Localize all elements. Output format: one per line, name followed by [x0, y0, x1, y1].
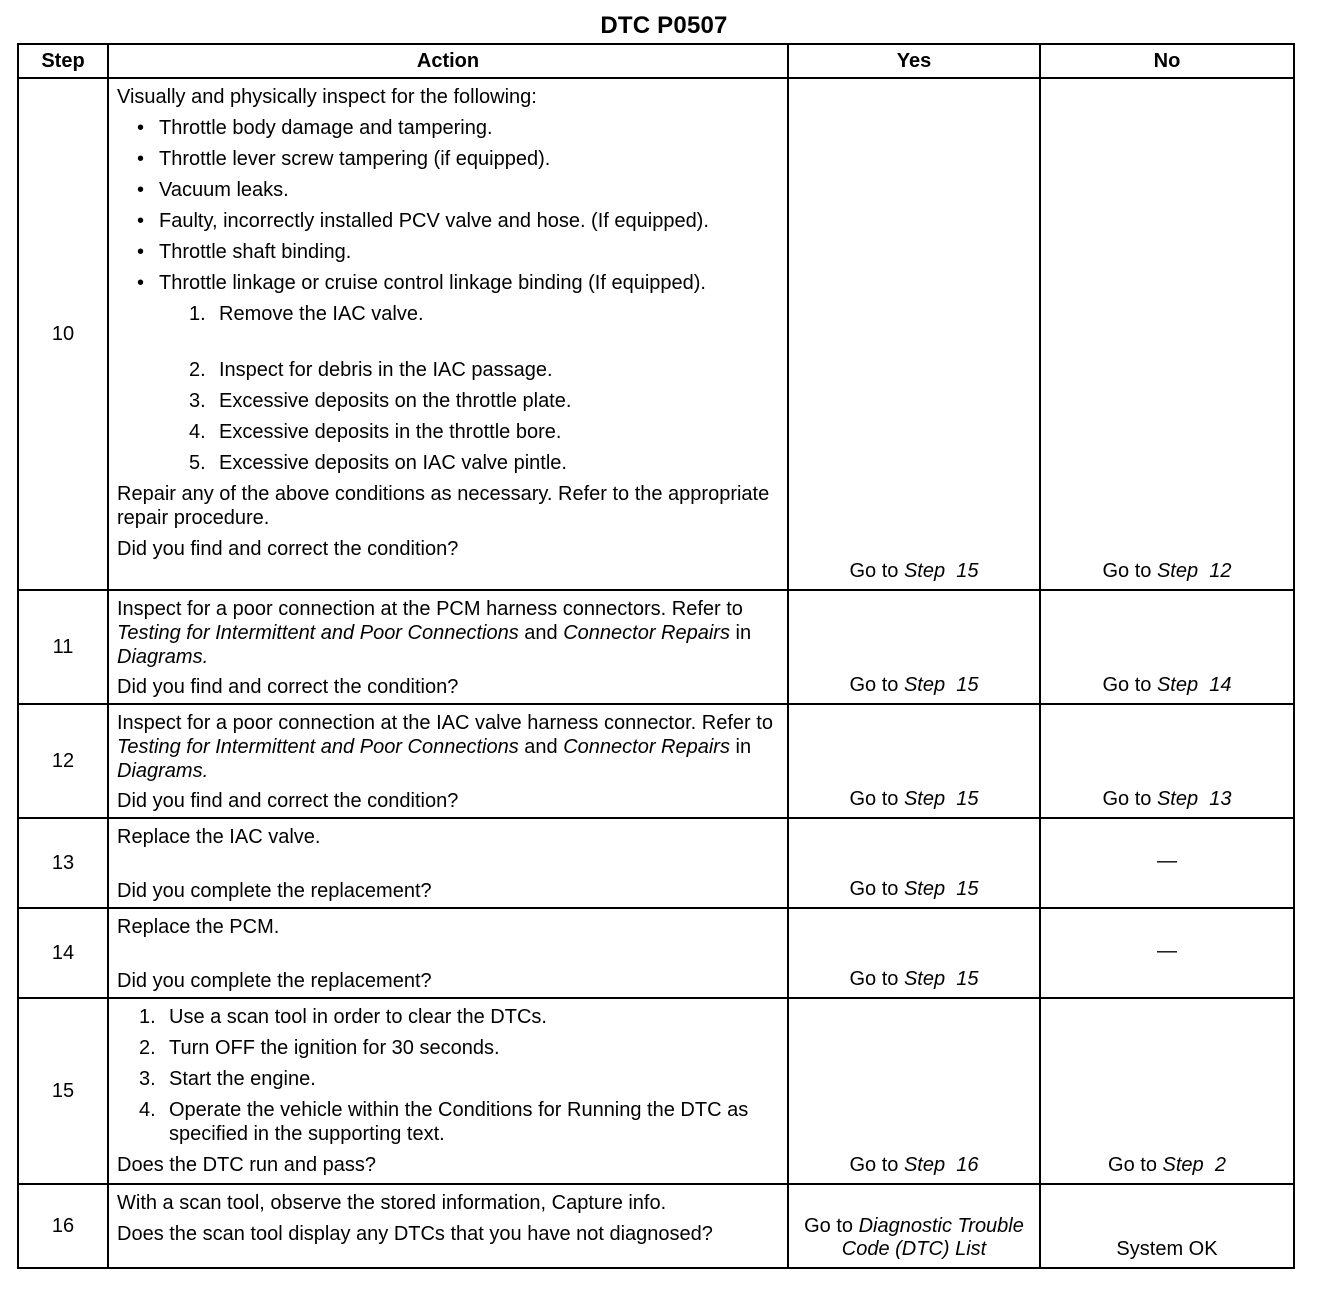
- dtc-table: [17, 43, 1295, 1269]
- yes-cell: Go to Step 15: [788, 590, 1040, 704]
- list-item: • Throttle linkage or cruise control linkage binding (If equipped).: [137, 272, 706, 294]
- yes-cell: Go to Step 16: [788, 998, 1040, 1184]
- list-item: 3. Start the engine.: [139, 1068, 316, 1090]
- question: Did you find and correct the condition?: [117, 676, 459, 698]
- list-item: 1. Remove the IAC valve.: [189, 303, 424, 325]
- list-item: 3. Excessive deposits on the throttle plate.: [189, 390, 572, 412]
- list-item: • Throttle lever screw tampering (if equipped).: [137, 148, 551, 170]
- no-cell: Go to Step 14: [1040, 590, 1294, 704]
- no-cell: Go to Step 2: [1040, 998, 1294, 1184]
- table-row: [18, 78, 1294, 590]
- table-row: [18, 998, 1294, 1184]
- step-number: 11: [18, 590, 108, 704]
- table-row: [18, 818, 1294, 908]
- question: Did you complete the replacement?: [117, 880, 432, 902]
- list-item: • Throttle shaft binding.: [137, 241, 352, 263]
- step-number: 15: [18, 998, 108, 1184]
- numbered-list: [117, 1005, 781, 1146]
- action-text: Replace the IAC valve.: [117, 826, 321, 848]
- table-row: [18, 704, 1294, 818]
- list-item: • Faulty, incorrectly installed PCV valve and hose. (If equipped).: [137, 210, 709, 232]
- no-cell: System OK: [1040, 1184, 1294, 1268]
- action-text: With a scan tool, observe the stored information, Capture info.: [117, 1192, 667, 1214]
- action-cell: [108, 1184, 788, 1268]
- list-item: 4. Operate the vehicle within the Conditions for Running the DTC as specified in the supporting text.: [139, 1099, 749, 1145]
- action-cell: [108, 704, 788, 818]
- list-item: • Throttle body damage and tampering.: [137, 117, 493, 139]
- step-number: 10: [18, 78, 108, 590]
- no-cell: —: [1040, 908, 1294, 998]
- yes-cell: Go to Step 15: [788, 704, 1040, 818]
- list-item: 2. Inspect for debris in the IAC passage.: [189, 359, 553, 381]
- action-text: Inspect for a poor connection at the PCM harness connectors. Refer to Testing for Intermittent and Poor Connections and Connector Repairs in Diagrams.: [117, 598, 752, 668]
- header-row: [18, 44, 1294, 78]
- action-cell: [108, 998, 788, 1184]
- question: Did you complete the replacement?: [117, 970, 432, 992]
- repair-note: Repair any of the above conditions as necessary. Refer to the appropriate repair procedure.: [117, 483, 770, 529]
- yes-cell: Go to Step 15: [788, 818, 1040, 908]
- table-row: [18, 908, 1294, 998]
- header-yes: Yes: [788, 44, 1040, 78]
- step-number: 14: [18, 908, 108, 998]
- page-title: DTC P0507: [600, 12, 728, 39]
- step-number: 12: [18, 704, 108, 818]
- list-item: • Vacuum leaks.: [137, 179, 289, 201]
- list-item: 1. Use a scan tool in order to clear the DTCs.: [139, 1006, 547, 1028]
- yes-cell: Go to Step 15: [788, 78, 1040, 590]
- yes-cell: Go to Diagnostic Trouble Code (DTC) List: [788, 1184, 1040, 1268]
- no-cell: Go to Step 12: [1040, 78, 1294, 590]
- action-text: Replace the PCM.: [117, 916, 280, 938]
- action-cell: [108, 818, 788, 908]
- list-item: 2. Turn OFF the ignition for 30 seconds.: [139, 1037, 500, 1059]
- step-number: 16: [18, 1184, 108, 1268]
- question: Did you find and correct the condition?: [117, 538, 459, 560]
- no-cell: Go to Step 13: [1040, 704, 1294, 818]
- question: Does the scan tool display any DTCs that you have not diagnosed?: [117, 1223, 713, 1245]
- list-item: 4. Excessive deposits in the throttle bore.: [189, 421, 562, 443]
- table-row: [18, 1184, 1294, 1268]
- question: Does the DTC run and pass?: [117, 1154, 377, 1176]
- inspection-list: [117, 116, 781, 295]
- action-intro: Visually and physically inspect for the following:: [117, 86, 537, 108]
- no-cell: —: [1040, 818, 1294, 908]
- list-item: 5. Excessive deposits on IAC valve pintle.: [189, 452, 567, 474]
- header-action: Action: [108, 44, 788, 78]
- question: Did you find and correct the condition?: [117, 790, 459, 812]
- numbered-list: [117, 302, 781, 475]
- action-cell: [108, 78, 788, 590]
- action-cell: [108, 908, 788, 998]
- header-no: No: [1040, 44, 1294, 78]
- yes-cell: Go to Step 15: [788, 908, 1040, 998]
- table-row: [18, 590, 1294, 704]
- header-step: Step: [18, 44, 108, 78]
- action-text: Inspect for a poor connection at the IAC valve harness connector. Refer to Testing for Intermittent and Poor Connections and Connector Repairs in Diagrams.: [117, 712, 773, 782]
- step-number: 13: [18, 818, 108, 908]
- action-cell: [108, 590, 788, 704]
